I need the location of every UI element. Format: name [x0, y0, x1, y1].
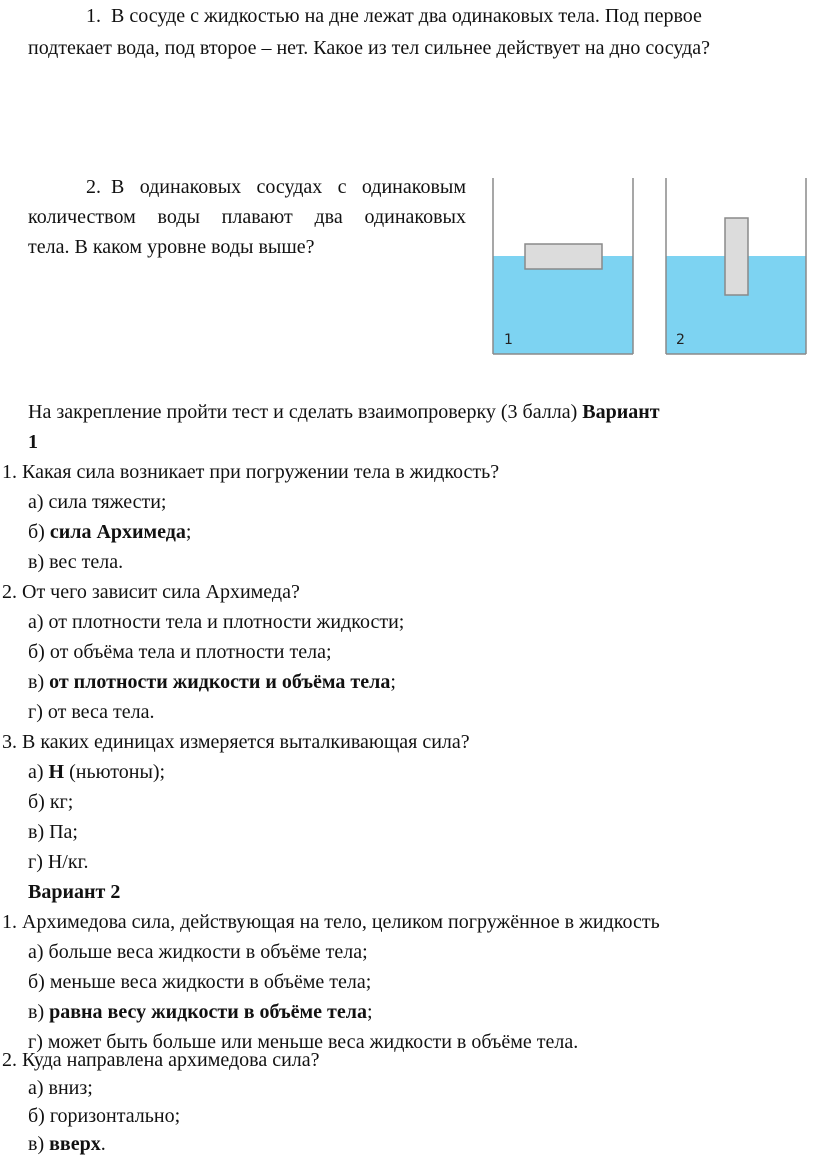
v1-q3-option-d: г) Н/кг.: [28, 851, 89, 873]
variant2-heading: Вариант 2: [28, 881, 121, 903]
intro-plain: На закрепление пройти тест и сделать взаимопроверку (3 балла): [28, 401, 583, 423]
v2-q1-text: 1. Архимедова сила, действующая на тело, целиком погружённое в жидкость: [2, 911, 660, 933]
v2-q1-option-d: г) может быть больше или меньше веса жидкости в объёме тела.: [28, 1031, 579, 1053]
v2-q2-c-suffix: .: [100, 1133, 106, 1155]
v1-q3-a-prefix: а): [28, 761, 49, 783]
v2-q1-option-c: [28, 1002, 373, 1022]
task2-line1: В одинаковых сосудах с одинаковым: [111, 176, 466, 198]
v2-q1-option-b: б) меньше веса жидкости в объёме тела;: [28, 971, 372, 993]
v1-q1-b-prefix: б): [28, 521, 50, 543]
v2-q2-c-prefix: в): [28, 1133, 50, 1155]
task2-line2: количеством воды плавают два одинаковых: [28, 206, 466, 228]
v1-q2-option-a: а) от плотности тела и плотности жидкости;: [28, 611, 405, 633]
v1-q2-option-d: г) от веса тела.: [28, 701, 155, 723]
v1-q1-b-answer: сила Архимеда: [49, 521, 186, 543]
v1-q3-a-answer: Н: [48, 761, 65, 783]
task1-number: 1.: [86, 5, 101, 27]
vessels-diagram: [488, 178, 812, 356]
variant1-label: Вариант: [582, 401, 660, 423]
intro-text: [28, 402, 660, 422]
v1-q2-c-prefix: в): [28, 671, 50, 693]
v2-q2-option-a: а) вниз;: [28, 1077, 93, 1099]
task2-number: 2.: [86, 176, 101, 198]
v2-q2-option-b: б) горизонтально;: [28, 1105, 181, 1127]
task1-line1: В сосуде с жидкостью на дне лежат два одинаковых тела. Под первое: [111, 5, 702, 27]
v2-q2-c-answer: вверх: [49, 1133, 101, 1155]
v1-q3-option-b: б) кг;: [28, 791, 74, 813]
v1-q1-b-suffix: ;: [185, 521, 192, 543]
v1-q3-text: 3. В каких единицах измеряется выталкивающая сила?: [2, 731, 470, 753]
task2-line3: тела. В каком уровне воды выше?: [28, 236, 315, 258]
v2-q1-option-a: а) больше веса жидкости в объёме тела;: [28, 941, 368, 963]
vessel2-label: 2: [676, 332, 685, 348]
v1-q1-option-b: [28, 522, 191, 542]
v2-q1-c-prefix: в): [28, 1001, 50, 1023]
vessel1-water: [493, 256, 633, 354]
v1-q2-text: 2. От чего зависит сила Архимеда?: [2, 581, 300, 603]
vessel1-floating-body: [525, 244, 602, 269]
vessel2-floating-body: [725, 218, 748, 295]
v1-q1-text: 1. Какая сила возникает при погружении тела в жидкость?: [2, 461, 500, 483]
v2-q2-option-c: [28, 1134, 106, 1154]
v1-q1-option-a: а) сила тяжести;: [28, 491, 167, 513]
v1-q1-option-c: в) вес тела.: [28, 551, 124, 573]
v1-q2-option-b: б) от объёма тела и плотности тела;: [28, 641, 332, 663]
v2-q1-c-answer: равна весу жидкости в объёме тела: [49, 1001, 367, 1023]
v1-q3-a-suffix: (ньютоны);: [64, 761, 166, 783]
v1-q2-c-answer: от плотности жидкости и объёма тела: [49, 671, 391, 693]
variant1-number: 1: [28, 431, 38, 453]
vessel1-label: 1: [504, 332, 513, 348]
v1-q3-option-c: в) Па;: [28, 821, 78, 843]
v1-q2-c-suffix: ;: [390, 671, 396, 693]
v1-q2-option-c: [28, 672, 396, 692]
task1-line2: подтекает вода, под второе – нет. Какое из тел сильнее действует на дно сосуда?: [28, 37, 710, 59]
v1-q3-option-a: [28, 762, 165, 782]
v2-q1-c-suffix: ;: [366, 1001, 373, 1023]
v2-q2-text: 2. Куда направлена архимедова сила?: [2, 1049, 320, 1071]
